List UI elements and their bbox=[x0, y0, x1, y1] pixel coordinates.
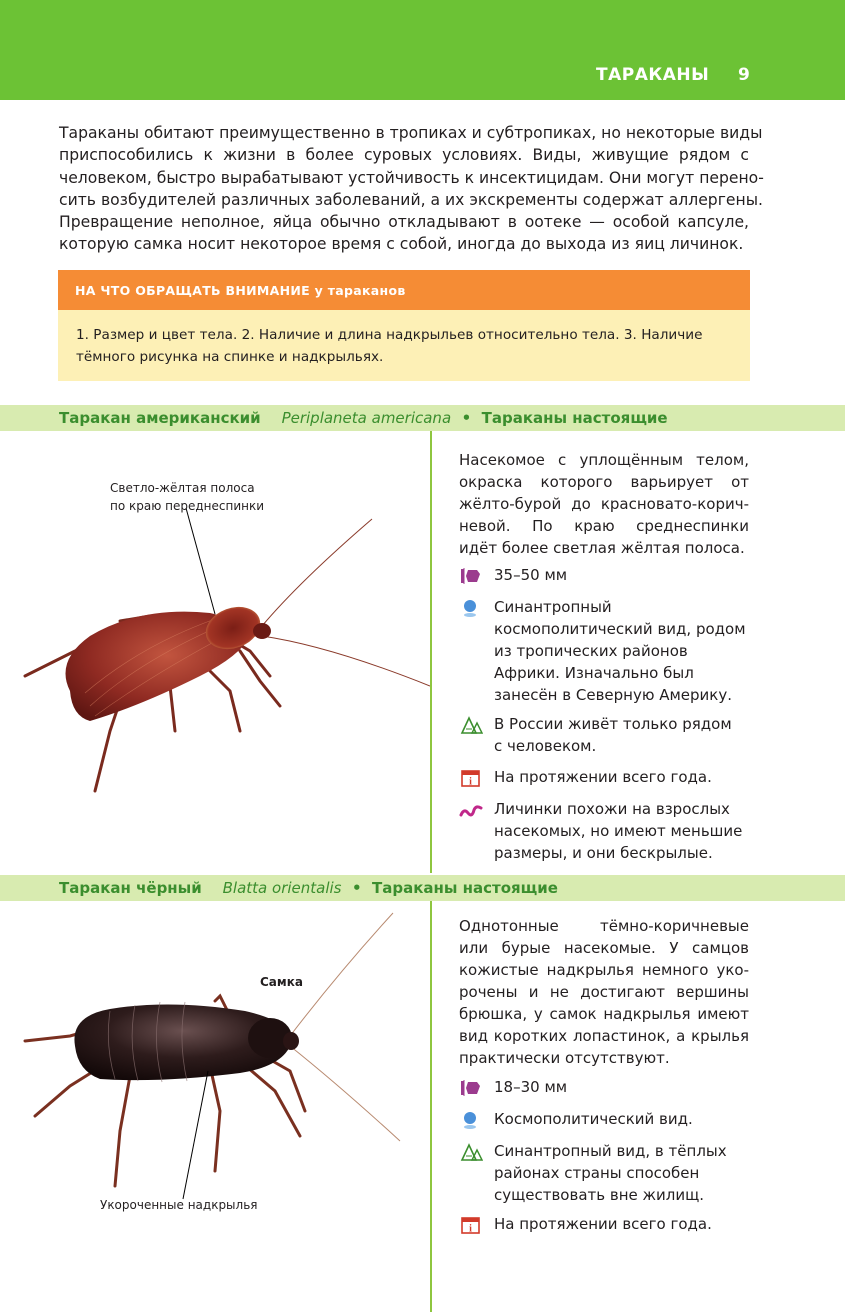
description-line: или бурые насекомые. У самцов bbox=[459, 939, 749, 957]
column-divider bbox=[430, 901, 432, 1312]
attention-line: 1. Размер и цвет тела. 2. Наличие и длина надкрыльев относительно тела. 3. Наличие bbox=[76, 327, 703, 343]
fact-line: Африки. Изначально был bbox=[494, 664, 694, 682]
habitat-icon bbox=[459, 1142, 483, 1162]
callout-line: Самка bbox=[260, 975, 303, 989]
intro-line: приспособились к жизни в более суровых условиях. Виды, живущие рядом с bbox=[59, 146, 749, 165]
description-line: невой. По краю среднеспинки bbox=[459, 517, 749, 535]
species-title bbox=[59, 879, 558, 897]
description-line: рочены и не достигают вершины bbox=[459, 983, 749, 1001]
fact-line: насекомых, но имеют меньшие bbox=[494, 822, 743, 840]
species-description bbox=[459, 915, 749, 1069]
fact-line: с человеком. bbox=[494, 737, 597, 755]
species-family: Тараканы настоящие bbox=[481, 409, 668, 427]
oriental-cockroach-image bbox=[0, 901, 430, 1312]
description-line: жёлто-бурой до красновато-корич- bbox=[459, 495, 749, 513]
attention-header bbox=[58, 270, 750, 310]
attention-text bbox=[76, 324, 736, 368]
fact-line: существовать вне жилищ. bbox=[494, 1186, 704, 1204]
fact-line: Личинки похожи на взрослых bbox=[494, 800, 730, 818]
fact-line: космополитический вид, родом bbox=[494, 620, 746, 638]
page-header bbox=[0, 0, 845, 100]
callout-line: Светло-жёлтая полоса bbox=[110, 481, 255, 495]
attention-line: тёмного рисунка на спинке и надкрыльях. bbox=[76, 349, 384, 365]
page-number: 9 bbox=[738, 65, 750, 85]
species-latin: Periplaneta americana bbox=[281, 409, 452, 427]
intro-line: Тараканы обитают преимущественно в тропиках и субтропиках, но некоторые виды bbox=[59, 124, 763, 142]
callout-pronotum-stripe bbox=[110, 479, 264, 515]
fact-line: Синантропный bbox=[494, 598, 612, 616]
intro-line: Превращение неполное, яйца обычно откладывают в оотеке — особой капсуле, bbox=[59, 213, 749, 232]
species-name: Таракан чёрный bbox=[59, 879, 202, 897]
habitat-icon bbox=[459, 715, 483, 735]
attention-heading-suffix: у тараканов bbox=[314, 283, 406, 298]
species-bar-american bbox=[0, 405, 845, 431]
svg-text:i: i bbox=[469, 1223, 472, 1235]
calendar-icon bbox=[459, 768, 483, 788]
attention-heading: НА ЧТО ОБРАЩАТЬ ВНИМАНИЕ bbox=[75, 283, 310, 298]
column-divider bbox=[430, 431, 432, 873]
chapter-title: ТАРАКАНЫ bbox=[596, 65, 710, 85]
description-line: брюшка, у самок надкрылья имеют bbox=[459, 1005, 749, 1023]
species-latin: Blatta orientalis bbox=[222, 879, 342, 897]
intro-paragraph bbox=[59, 122, 764, 256]
intro-line: человеком, быстро вырабатывают устойчивость к инсектицидам. Они могут перено- bbox=[59, 168, 764, 187]
description-line: идёт более светлая жёлтая полоса. bbox=[459, 539, 745, 557]
fact-line: На протяжении всего года. bbox=[494, 768, 712, 786]
range-icon bbox=[459, 598, 483, 618]
fact-line: На протяжении всего года. bbox=[494, 1215, 712, 1233]
fact-line: Синантропный вид, в тёплых bbox=[494, 1142, 727, 1160]
fact-line: занесён в Северную Америку. bbox=[494, 686, 733, 704]
fact-line: районах страны способен bbox=[494, 1164, 700, 1182]
fact-line: В России живёт только рядом bbox=[494, 715, 732, 733]
species-bar-oriental bbox=[0, 875, 845, 901]
size-icon bbox=[459, 1078, 483, 1098]
attention-body bbox=[58, 310, 750, 381]
fact-line: из тропических районов bbox=[494, 642, 688, 660]
description-line: Однотонные тёмно-коричневые bbox=[459, 917, 749, 935]
attention-title bbox=[75, 283, 406, 298]
callout-female bbox=[260, 973, 303, 991]
intro-line: которую самка носит некоторое время с собой, иногда до выхода из яиц личинок. bbox=[59, 235, 744, 254]
species-title bbox=[59, 409, 668, 427]
species-description bbox=[459, 449, 749, 559]
fact-line: размеры, и они бескрылые. bbox=[494, 844, 713, 862]
callout-line: Укороченные надкрылья bbox=[100, 1198, 258, 1212]
intro-line: сить возбудителей различных заболеваний, а их экскременты содержат аллергены. bbox=[59, 190, 763, 209]
fact-line: 18–30 мм bbox=[494, 1078, 568, 1096]
description-line: окраска которого варьирует от bbox=[459, 473, 749, 491]
fact-line: 35–50 мм bbox=[494, 566, 568, 584]
description-line: вид коротких лопастинок, а крылья bbox=[459, 1027, 749, 1045]
larva-icon bbox=[459, 800, 483, 820]
separator-dot: • bbox=[351, 879, 362, 897]
range-icon bbox=[459, 1110, 483, 1130]
species-name: Таракан американский bbox=[59, 409, 261, 427]
fact-line: Космополитический вид. bbox=[494, 1110, 693, 1128]
callout-short-wings bbox=[100, 1196, 258, 1214]
size-icon bbox=[459, 566, 483, 586]
calendar-icon bbox=[459, 1215, 483, 1235]
svg-text:i: i bbox=[469, 776, 472, 788]
description-line: Насекомое с уплощённым телом, bbox=[459, 451, 749, 469]
callout-line: по краю переднеспинки bbox=[110, 499, 265, 513]
description-line: практически отсутствуют. bbox=[459, 1049, 670, 1067]
separator-dot: • bbox=[461, 409, 472, 427]
species-family: Тараканы настоящие bbox=[371, 879, 558, 897]
description-line: кожистые надкрылья немного уко- bbox=[459, 961, 749, 979]
